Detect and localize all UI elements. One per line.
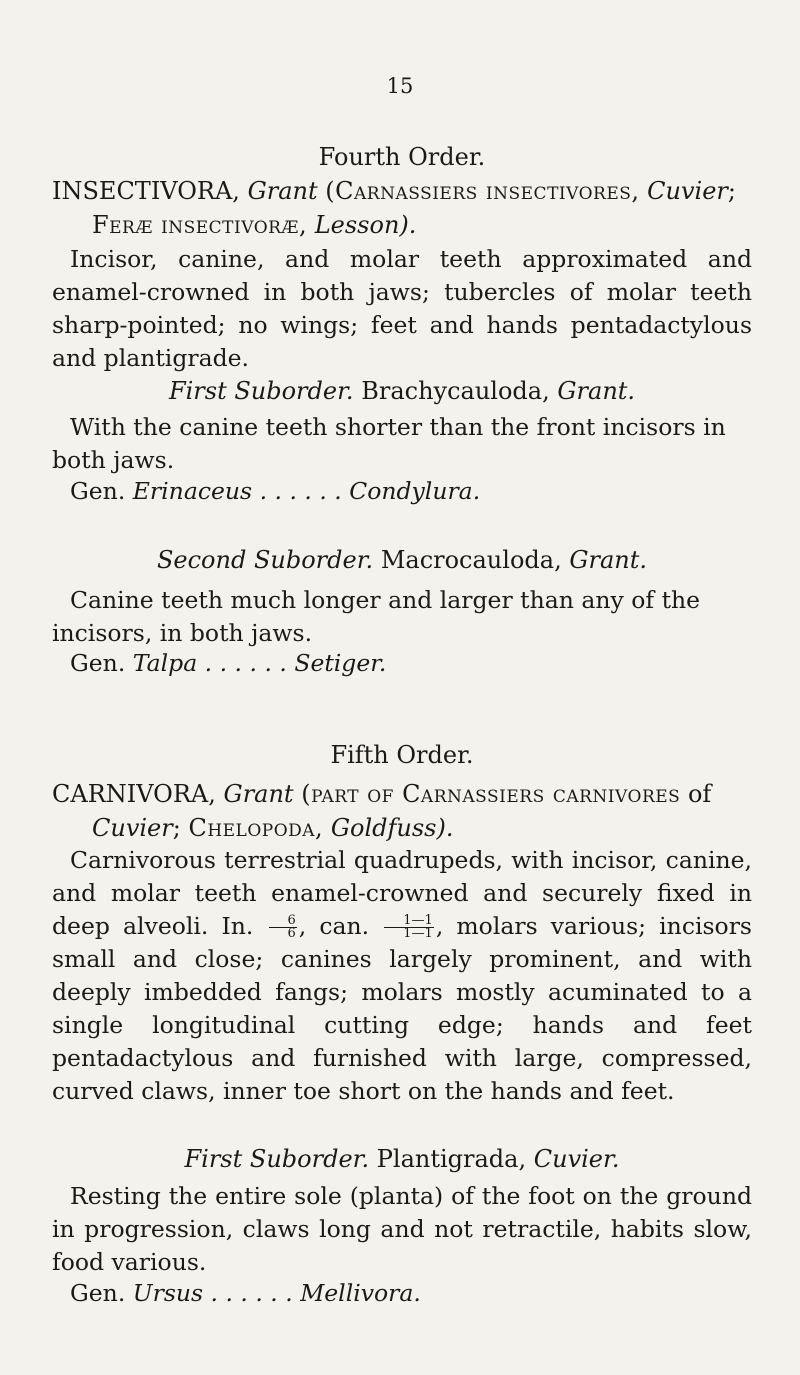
suborder-author: Grant. bbox=[569, 546, 648, 574]
genus-setiger: Setiger. bbox=[294, 649, 387, 677]
synonym-2: Chelopoda, bbox=[188, 814, 324, 842]
synonym-2: Feræ insectivoræ, bbox=[92, 211, 308, 239]
synonym-2-author: Goldfuss). bbox=[330, 814, 454, 842]
carnivora-title: CARNIVORA, Grant (part of Carnassiers carnivores of Cuvier; Chelopoda, Goldfuss). bbox=[52, 780, 712, 842]
insectivora-second-suborder bbox=[52, 546, 752, 574]
canine-formula bbox=[384, 915, 434, 940]
suborder-name: Brachycauloda, bbox=[361, 377, 550, 405]
canine-numerator: 1—1 bbox=[384, 915, 434, 928]
incisor-formula bbox=[269, 915, 297, 940]
page-number: 15 bbox=[386, 74, 414, 98]
suborder-label: First Suborder. bbox=[184, 1145, 370, 1173]
insectivora-title: INSECTIVORA, Grant (Carnassiers insectivores, Cuvier; Feræ insectivoræ, Lesson). bbox=[52, 177, 736, 239]
suborder-label: Second Suborder. bbox=[156, 546, 374, 574]
suborder-author: Grant. bbox=[557, 377, 636, 405]
synonym-2-author: Lesson). bbox=[314, 211, 417, 239]
canine-label: , can. bbox=[298, 912, 370, 940]
first-suborder-description: With the canine teeth shorter than the front incisors in both jaws. bbox=[52, 413, 726, 474]
order-name: INSECTIVORA, bbox=[52, 177, 240, 205]
carnivora-description-part-1: Carnivorous terrestrial quadrupeds, with incisor, canine, and molar teeth enamel-crowned and securely fixed in deep alveoli. In. bbox=[52, 846, 752, 940]
genus-condylura: Condylura. bbox=[349, 477, 481, 505]
suborder-name: Plantigrada, bbox=[376, 1145, 527, 1173]
gen-label: Gen. bbox=[70, 477, 126, 505]
order-name: CARNIVORA, bbox=[52, 780, 216, 808]
insectivora-description: Incisor, canine, and molar teeth approximated and enamel-crowned in both jaws; tubercles of molar teeth sharp-pointed; no wings; feet and hands pentadactylous and plantigrade. bbox=[52, 245, 752, 372]
suborder-author: Cuvier. bbox=[533, 1145, 620, 1173]
synonym-1: (part of Carnassiers carnivores bbox=[301, 780, 681, 808]
incisor-numerator: 6 bbox=[269, 915, 297, 928]
first-suborder-genera bbox=[52, 477, 770, 505]
plantigrada-description: Resting the entire sole (planta) of the foot on the ground in progression, claws long and not retractile, habits slow, food various. bbox=[52, 1182, 752, 1276]
gen-label: Gen. bbox=[70, 1279, 126, 1307]
carnivora-first-suborder bbox=[52, 1145, 752, 1173]
fourth-order-heading: Fourth Order. bbox=[318, 143, 486, 171]
synonym-1-author: Cuvier bbox=[647, 177, 728, 205]
gen-label: Gen. bbox=[70, 649, 126, 677]
synonym-1-of: of bbox=[687, 780, 712, 808]
second-suborder-description: Canine teeth much longer and larger than any of the incisors, in both jaws. bbox=[52, 586, 701, 647]
incisor-denominator: 6 bbox=[287, 926, 296, 941]
genus-ursus: Ursus . . . . . . bbox=[132, 1279, 293, 1307]
order-authority: Grant bbox=[247, 177, 318, 205]
genus-mellivora: Mellivora. bbox=[300, 1279, 421, 1307]
genus-erinaceus: Erinaceus . . . . . . bbox=[132, 477, 342, 505]
plantigrada-genera bbox=[52, 1279, 770, 1307]
suborder-label: First Suborder. bbox=[168, 377, 354, 405]
suborder-name: Macrocauloda, bbox=[380, 546, 562, 574]
insectivora-first-suborder bbox=[52, 377, 752, 405]
second-suborder-genera bbox=[52, 649, 770, 677]
canine-denominator: 1—1 bbox=[403, 926, 433, 941]
order-authority: Grant bbox=[223, 780, 294, 808]
synonym-1-author: Cuvier bbox=[92, 814, 173, 842]
carnivora-description-part-2: , molars various; incisors small and close; canines largely prominent, and with deeply imbedded fangs; molars mostly acuminated to a single longitudinal cutting edge; hands and feet pentadactylous and furnished with large, compressed, curved claws, inner toe short on the hands and feet. bbox=[52, 912, 752, 1105]
carnivora-description bbox=[52, 844, 752, 1108]
genus-talpa: Talpa . . . . . . bbox=[132, 649, 287, 677]
synonym-1: (Carnassiers insectivores, bbox=[325, 177, 640, 205]
fifth-order-heading: Fifth Order. bbox=[330, 741, 474, 769]
